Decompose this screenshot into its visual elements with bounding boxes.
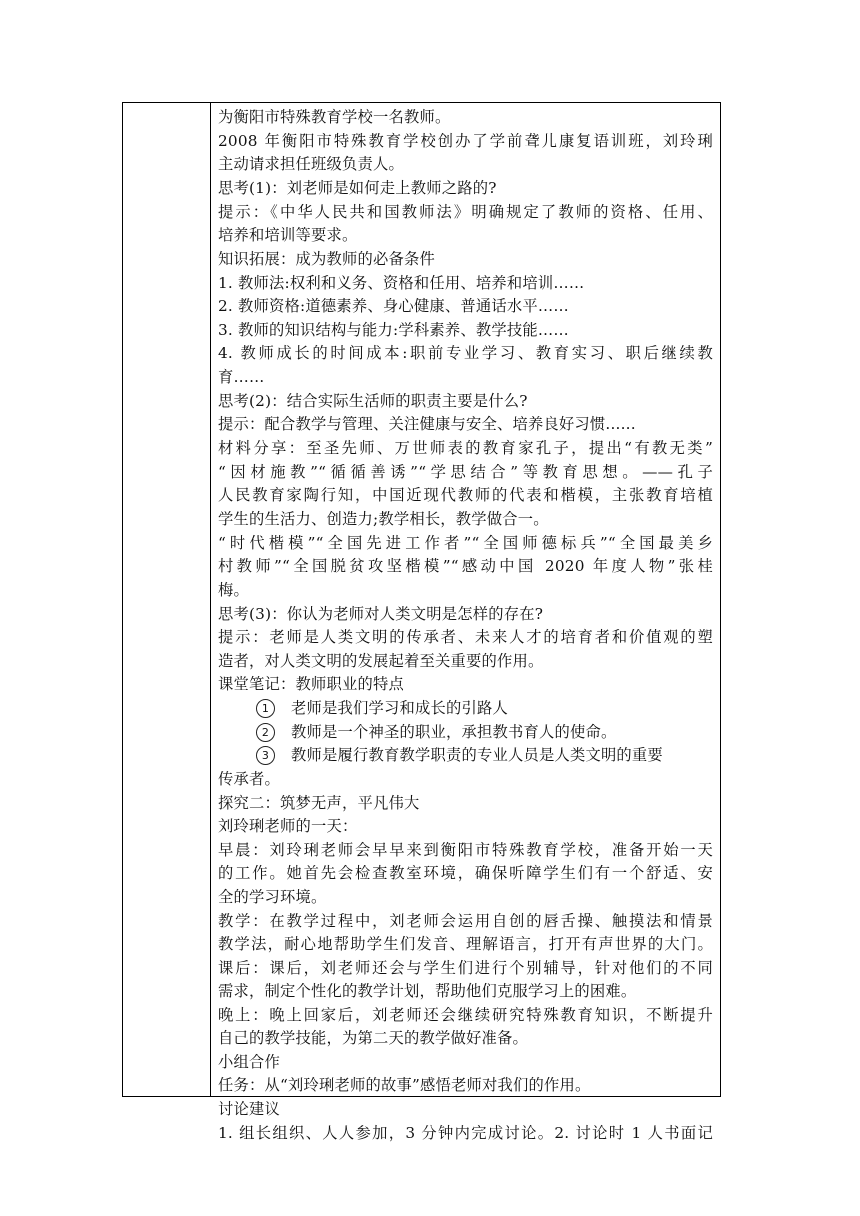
note-item [218, 743, 713, 767]
note-text: 教师是履行教育教学职责的专业人员是人类文明的重要 [291, 746, 663, 764]
text-line: 小组合作 [218, 1053, 280, 1071]
text-line: 教学法，耐心地帮助学生们发音、理解语言，打开有声世界的大门。 [218, 935, 713, 953]
text-line: 探究二：筑梦无声，平凡伟大 [218, 794, 420, 812]
text-line: 提示：老师是人类文明的传承者、未来人才的培育者和价值观的塑 [218, 628, 713, 646]
text-line: 主动请求担任班级负责人。 [218, 155, 404, 173]
note-text: 老师是我们学习和成长的引路人 [291, 699, 508, 717]
circled-number-icon: 2 [256, 723, 275, 742]
text-line: 课后：课后，刘老师还会与学生们进行个别辅导，针对他们的不同 [218, 959, 713, 977]
text-line: 需求，制定个性化的教学计划，帮助他们克服学习上的困难。 [218, 982, 637, 1000]
text-line: 人民教育家陶行知，中国近现代教师的代表和楷模，主张教育培植 [218, 486, 713, 504]
text-line: 传承者。 [218, 770, 280, 788]
lesson-table [122, 102, 721, 1142]
text-line: 全的学习环境。 [218, 888, 327, 906]
text-line: 培养和培训等要求。 [218, 226, 358, 244]
circled-number-icon: 1 [256, 699, 275, 718]
text-line: 知识拓展：成为教师的必备条件 [218, 250, 435, 268]
text-line: 刘玲琍老师的一天： [218, 817, 358, 835]
text-line: 4. 教师成长的时间成本:职前专业学习、教育实习、职后继续教 [218, 344, 713, 362]
text-line: 任务：从“刘玲琍老师的故事”感悟老师对我们的作用。 [218, 1076, 591, 1094]
text-line: 思考(1)：刘老师是如何走上教师之路的? [218, 179, 497, 197]
text-line: 思考(2)：结合实际生活师的职责主要是什么? [218, 392, 528, 410]
text-line: 2008 年衡阳市特殊教育学校创办了学前聋儿康复语训班，刘玲琍 [218, 132, 713, 150]
note-text: 教师是一个神圣的职业，承担教书育人的使命。 [291, 723, 617, 741]
text-line: 教学：在教学过程中，刘老师会运用自创的唇舌操、触摸法和情景 [218, 912, 713, 930]
text-line: 梅。 [218, 581, 249, 599]
text-line: 1. 教师法:权利和义务、资格和任用、培养和培训…… [218, 274, 585, 292]
text-line: 材料分享：至圣先师、万世师表的教育家孔子，提出“有教无类” [218, 439, 713, 457]
text-line: 育…… [218, 368, 265, 386]
text-line: “时代楷模”“全国先进工作者”“全国师德标兵”“全国最美乡 [218, 534, 713, 552]
text-line: 学生的生活力、创造力;教学相长，教学做合一。 [218, 510, 549, 528]
text-line: 讨论建议 [218, 1100, 280, 1118]
text-line: 晚上：晚上回家后，刘老师还会继续研究特殊教育知识，不断提升 [218, 1006, 713, 1024]
text-line: “因材施教”“循循善诱”“学思结合”等教育思想。——孔子 [218, 463, 713, 481]
text-line: 早晨：刘玲琍老师会早早来到衡阳市特殊教育学校，准备开始一天 [218, 841, 713, 859]
table-left-column [123, 103, 211, 1096]
text-line: 提示：配合教学与管理、关注健康与安全、培养良好习惯...... [218, 415, 636, 433]
note-item [218, 720, 713, 744]
note-item [218, 696, 713, 720]
circled-number-icon: 3 [256, 746, 275, 765]
text-line: 造者，对人类文明的发展起着至关重要的作用。 [218, 652, 544, 670]
text-line: 1. 组长组织、人人参加，3 分钟内完成讨论。2. 讨论时 1 人书面记 [218, 1124, 713, 1142]
text-line: 3. 教师的知识结构与能力:学科素养、教学技能…… [218, 321, 569, 339]
text-line: 自己的教学技能，为第二天的教学做好准备。 [218, 1029, 528, 1047]
text-line: 思考(3)：你认为老师对人类文明是怎样的存在? [218, 605, 544, 623]
text-line: 提示：《中华人民共和国教师法》明确规定了教师的资格、任用、 [218, 203, 713, 221]
text-line: 的工作。她首先会检查教室环境，确保听障学生们有一个舒适、安 [218, 864, 713, 882]
text-line: 课堂笔记：教师职业的特点 [218, 675, 404, 693]
text-line: 2. 教师资格:道德素养、身心健康、普通话水平…… [218, 297, 569, 315]
text-line: 为衡阳市特殊教育学校一名教师。 [218, 108, 451, 126]
text-line: 村教师”“全国脱贫攻坚楷模”“感动中国 2020 年度人物”张桂 [218, 557, 713, 575]
